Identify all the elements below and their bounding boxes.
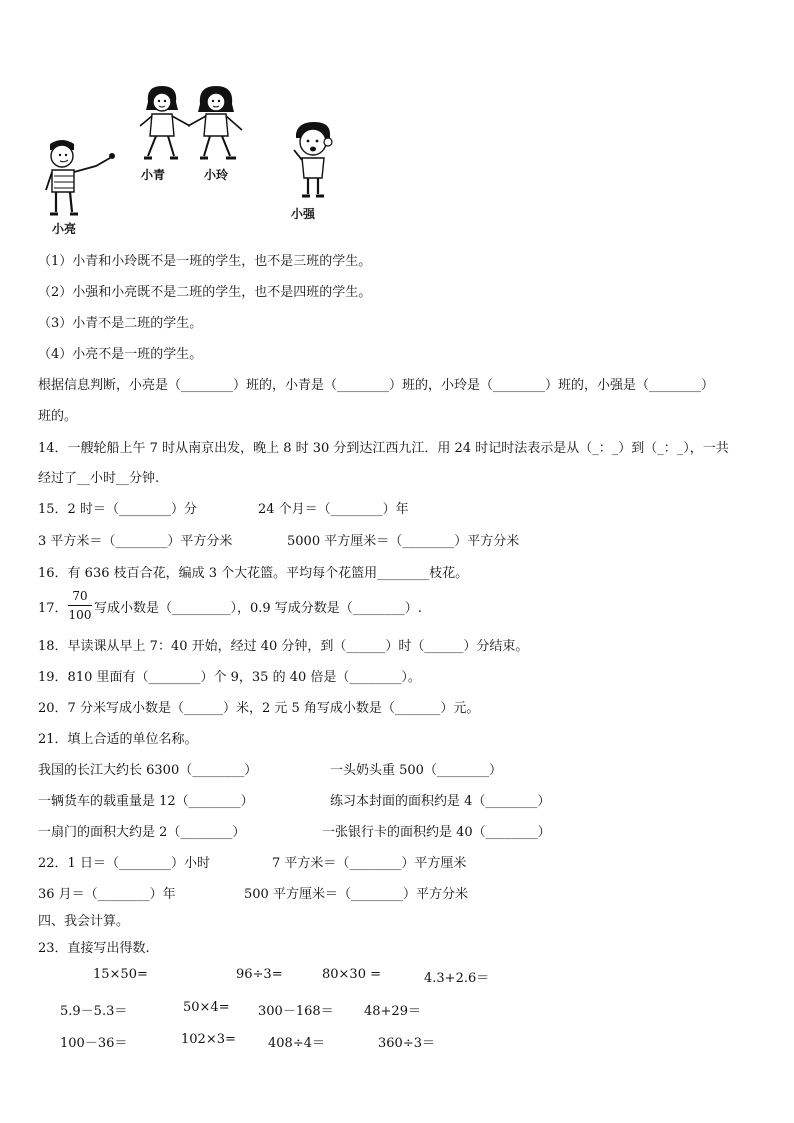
q13-answer-line[interactable]: 根据信息判断，小亮是（________）班的，小青是（________）班的，小玲是（________）班的，小强是（________） bbox=[38, 378, 715, 393]
fraction-bar bbox=[68, 605, 92, 606]
calc-r3-1[interactable]: 100－36＝ bbox=[60, 1036, 128, 1051]
question-20[interactable]: 20．7 分米写成小数是（______）米，2 元 5 角写成小数是（_______）元。 bbox=[38, 701, 480, 716]
question-17-text[interactable]: 写成小数是（_________），0.9 写成分数是（________）. bbox=[94, 601, 422, 616]
question-17-number: 17． bbox=[38, 601, 68, 616]
calc-r3-2[interactable]: 102×3= bbox=[181, 1032, 236, 1047]
question-21-f[interactable]: 一张银行卡的面积约是 40（________） bbox=[322, 825, 551, 840]
label-xiaoliang: 小亮 bbox=[52, 222, 77, 236]
calc-r3-4[interactable]: 360÷3＝ bbox=[378, 1036, 435, 1051]
label-xiaoqing: 小青 bbox=[141, 168, 166, 182]
calc-r1-3[interactable]: 80×30 = bbox=[322, 967, 382, 982]
q13-answer-line-2: 班的。 bbox=[38, 409, 78, 424]
calc-r2-3[interactable]: 300－168＝ bbox=[258, 1004, 334, 1019]
question-22-a[interactable]: 22．1 日＝（________）小时 bbox=[38, 856, 210, 871]
fraction-denominator: 100 bbox=[68, 608, 92, 622]
question-22-d[interactable]: 500 平方厘米＝（________）平方分米 bbox=[244, 887, 468, 902]
question-21-c[interactable]: 一辆货车的载重量是 12（________） bbox=[38, 794, 254, 809]
question-23-title: 23．直接写出得数. bbox=[38, 941, 150, 956]
calc-r3-3[interactable]: 408÷4＝ bbox=[268, 1036, 325, 1051]
label-xiaoling: 小玲 bbox=[204, 168, 229, 182]
calc-r1-4[interactable]: 4.3+2.6＝ bbox=[424, 971, 490, 986]
question-22-c[interactable]: 36 月＝（________）年 bbox=[38, 887, 176, 902]
label-xiaoqiang: 小强 bbox=[291, 207, 316, 221]
question-21-b[interactable]: 一头奶头重 500（________） bbox=[330, 763, 502, 778]
question-21-title: 21．填上合适的单位名称。 bbox=[38, 732, 198, 747]
question-15-d[interactable]: 5000 平方厘米＝（________）平方分米 bbox=[287, 534, 520, 549]
condition-2: （2）小强和小亮既不是二班的学生，也不是四班的学生。 bbox=[38, 285, 372, 300]
boy-xiaoqiang-illustration bbox=[286, 120, 342, 204]
question-14-line-1[interactable]: 14．一艘轮船上午 7 时从南京出发，晚上 8 时 30 分到达江西九江．用 24 时记时法表示是从（_：_）到（_：_），一共 bbox=[38, 441, 729, 456]
fraction-numerator: 70 bbox=[72, 589, 88, 603]
question-15-b[interactable]: 24 个月＝（________）年 bbox=[258, 502, 409, 517]
condition-3: （3）小青不是二班的学生。 bbox=[38, 316, 203, 331]
question-22-b[interactable]: 7 平方米＝（________）平方厘米 bbox=[272, 856, 467, 871]
question-21-e[interactable]: 一扇门的面积大约是 2（________） bbox=[38, 825, 246, 840]
girl-xiaoling-illustration bbox=[186, 82, 248, 166]
question-21-d[interactable]: 练习本封面的面积约是 4（________） bbox=[330, 794, 551, 809]
girl-xiaoqing-illustration bbox=[132, 82, 192, 166]
fraction-70-100 bbox=[68, 588, 92, 623]
calc-r2-2[interactable]: 50×4= bbox=[183, 1000, 230, 1015]
question-15-a[interactable]: 15．2 时＝（________）分 bbox=[38, 502, 197, 517]
condition-1: （1）小青和小玲既不是一班的学生，也不是三班的学生。 bbox=[38, 254, 372, 269]
condition-4: （4）小亮不是一班的学生。 bbox=[38, 347, 203, 362]
calc-r1-1[interactable]: 15×50= bbox=[93, 967, 148, 982]
question-15-c[interactable]: 3 平方米＝（________）平方分米 bbox=[38, 534, 233, 549]
question-16[interactable]: 16．有 636 枝百合花，编成 3 个大花篮。平均每个花篮用________枝花。 bbox=[38, 566, 469, 581]
question-21-a[interactable]: 我国的长江大约长 6300（________） bbox=[38, 763, 258, 778]
calc-r1-2[interactable]: 96÷3= bbox=[236, 967, 283, 982]
boy-xiaoliang-illustration bbox=[40, 136, 120, 220]
calc-r2-4[interactable]: 48+29＝ bbox=[364, 1004, 421, 1019]
question-19[interactable]: 19．810 里面有（________）个 9，35 的 40 倍是（________）。 bbox=[38, 670, 421, 685]
section-4-heading: 四、我会计算。 bbox=[38, 914, 130, 929]
question-18[interactable]: 18．早读课从早上 7：40 开始，经过 40 分钟，到（______）时（______）分结束。 bbox=[38, 639, 529, 654]
question-14-line-2[interactable]: 经过了__小时__分钟. bbox=[38, 471, 160, 486]
calc-r2-1[interactable]: 5.9－5.3＝ bbox=[60, 1004, 128, 1019]
